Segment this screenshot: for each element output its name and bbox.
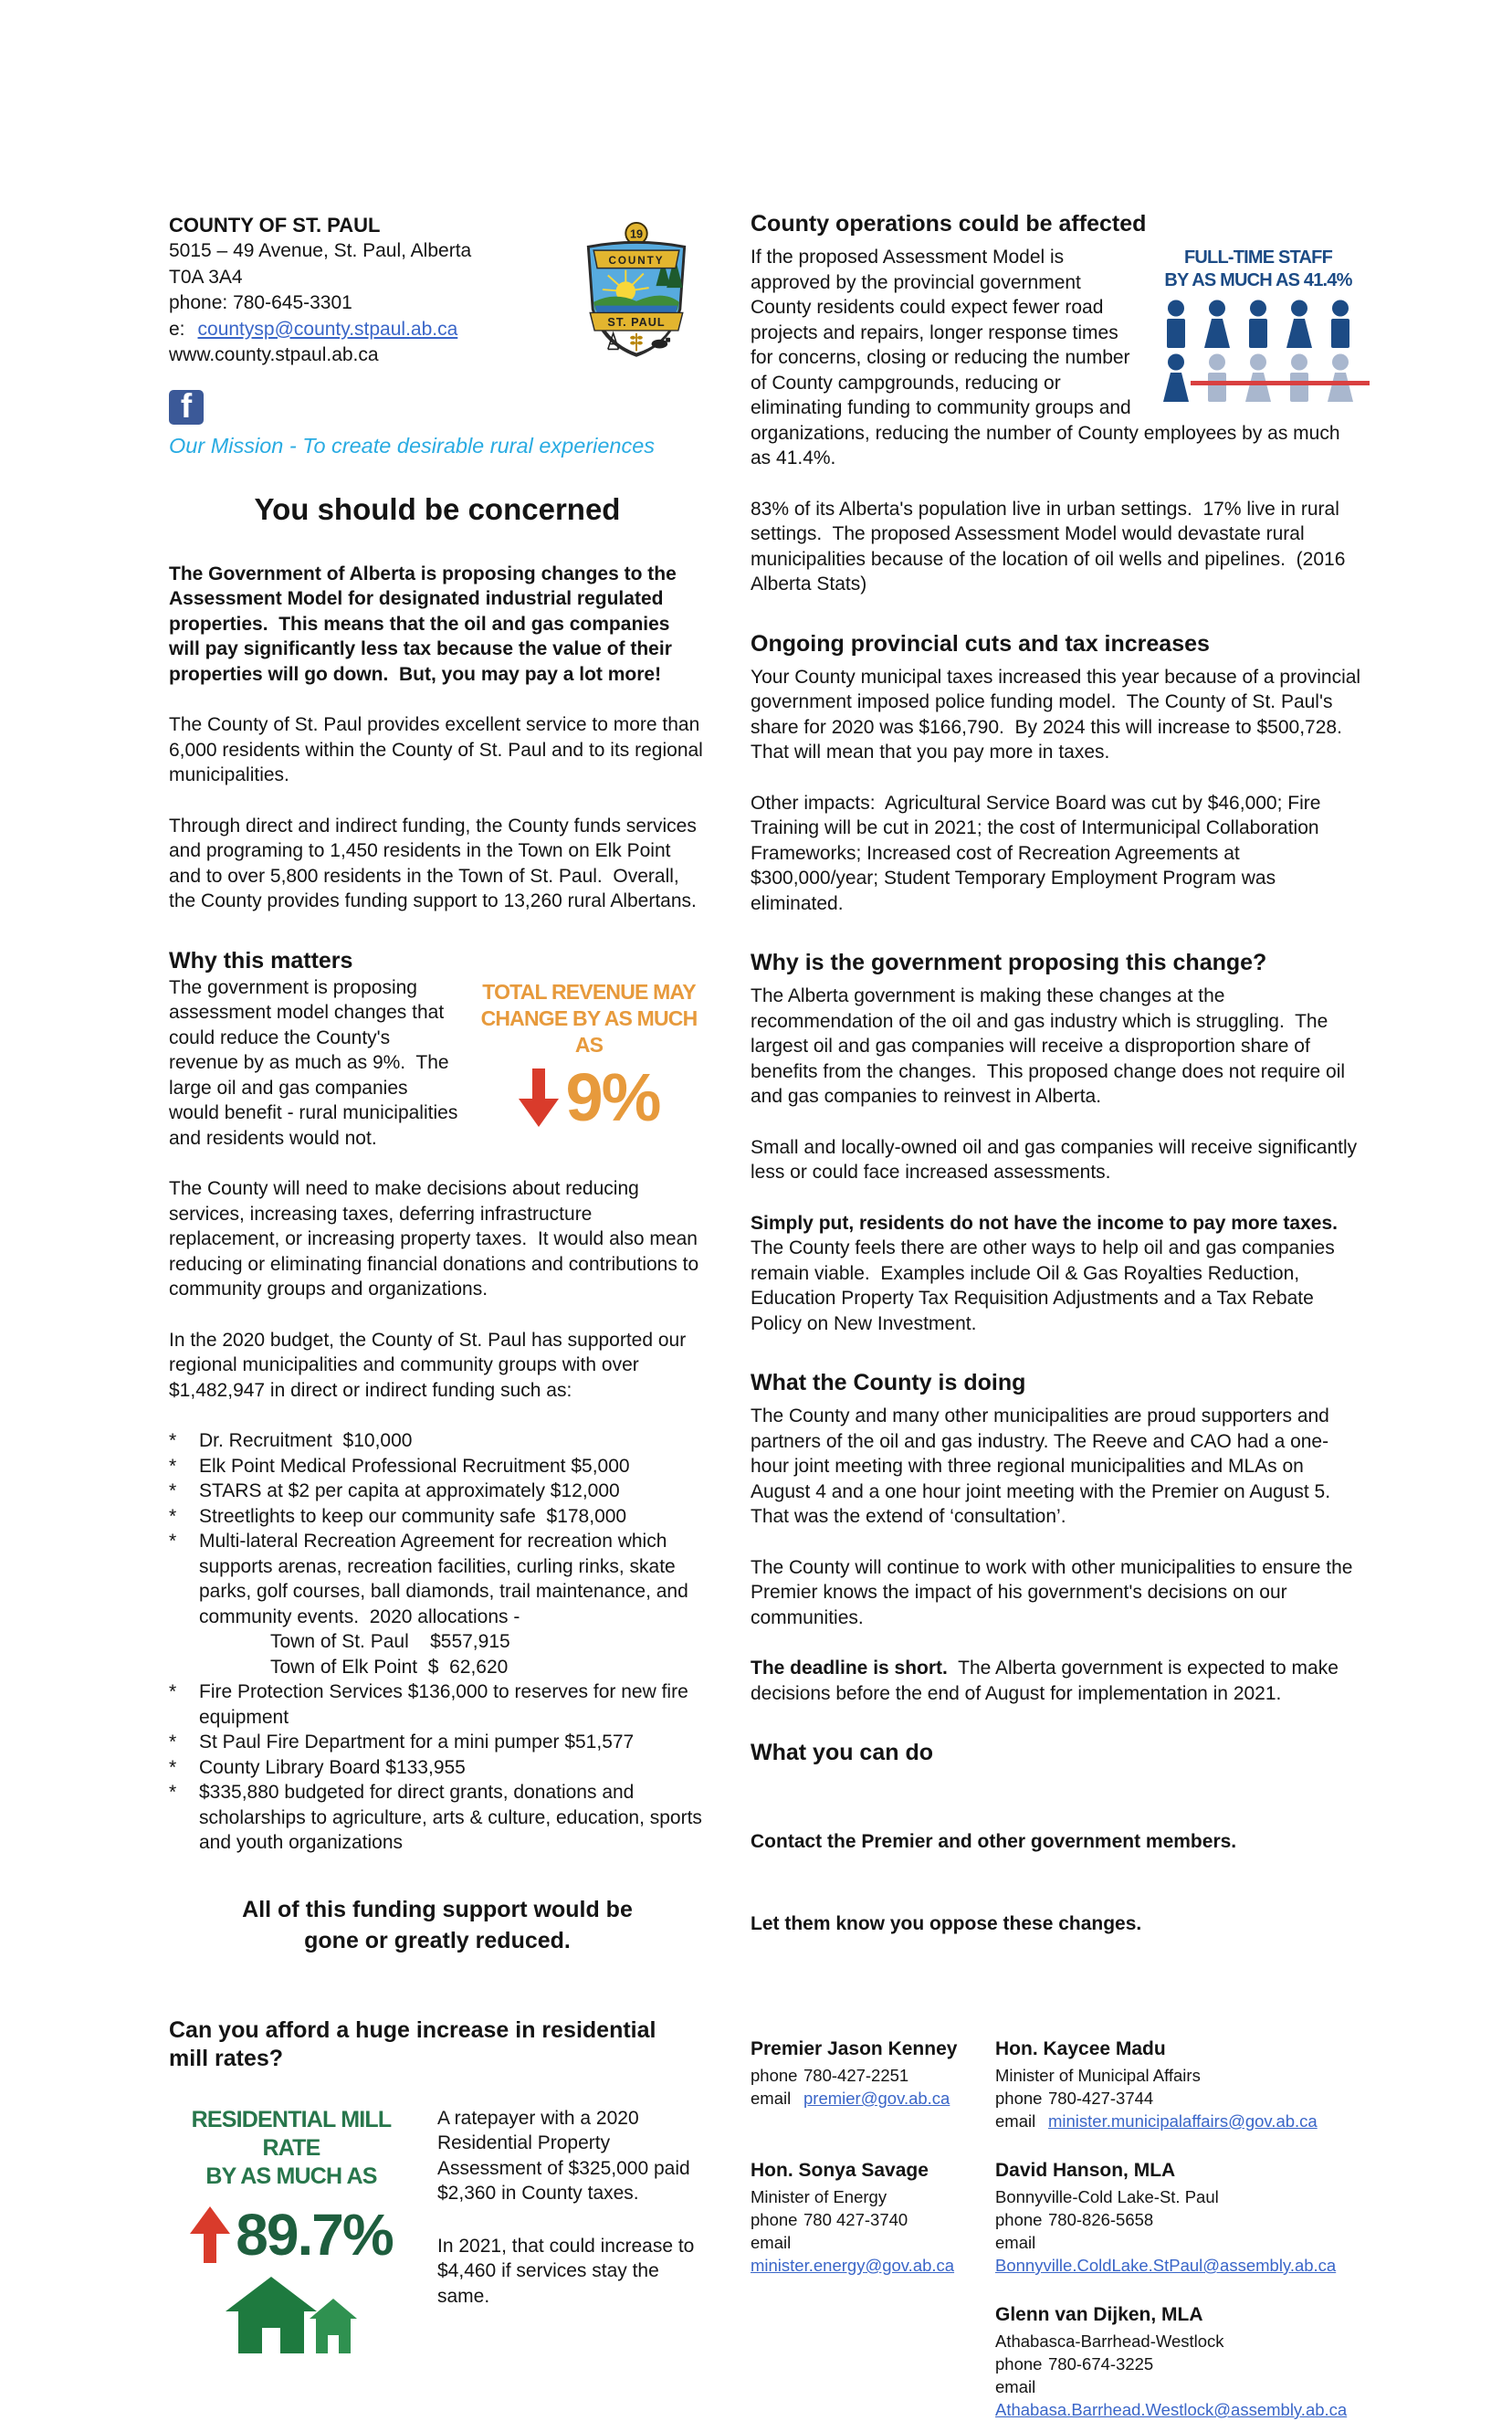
mill-rate-texts [437, 2106, 706, 2360]
funding-item [169, 1529, 706, 1679]
intro-paragraph: The Government of Alberta is proposing changes to the Assessment Model for designated industrial regulated properties. This means that the oil and gas companies will pay significantly less tax because the value of their properties will go down. But, you may pay a lot more! [169, 563, 681, 685]
contact-name: David Hanson, MLA [995, 2160, 1176, 2181]
closing-statement: All of this funding support would be gone or greatly reduced. [242, 1896, 633, 1953]
mill-graphic-line1: RESIDENTIAL MILL RATE [191, 2106, 392, 2161]
revenue-graphic-line2: CHANGE BY AS MUCH AS [480, 1005, 698, 1057]
crest-banner-county: COUNTY [608, 254, 665, 267]
funding-item [169, 1428, 706, 1454]
service-paragraph: The County of St. Paul provides excellent service to more than 6,000 residents within the County of St. Paul and to its regional municipalities. [169, 714, 709, 785]
contact-email-link[interactable]: minister.municipalaffairs@gov.ab.ca [1048, 2111, 1318, 2131]
call-to-action: Contact the Premier and other government members. Let them know you oppose these changes. [751, 1831, 1237, 1934]
funding-item-text: St Paul Fire Department for a mini pumper $51,577 [199, 1732, 635, 1753]
contact-email-link[interactable]: premier@gov.ab.ca [803, 2089, 950, 2108]
county-doing-heading: What the County is doing [751, 1370, 1026, 1395]
staff-graphic [1154, 247, 1362, 402]
budget-paragraph: In the 2020 budget, the County of St. Paul has supported our regional municipalities and community groups with over $1,482,947 in direct or indirect funding such as: [169, 1329, 692, 1401]
what-you-can-do-heading: What you can do [751, 1740, 933, 1765]
person-icon [1283, 300, 1316, 348]
county-doing-paragraph-1: The County and many other municipalities are proud supporters and partners of the oil and gas industry. The Reeve and CAO had a one-hour joint meeting with three regional municipalities and MLAs on August 4 and a one hour joint meeting with the Premier on August 5. That was the extend of ‘consultation’. [751, 1405, 1341, 1527]
funding-item [169, 1780, 706, 1856]
contact-phone: phone 780-674-3225 [995, 2354, 1154, 2374]
county-name: COUNTY OF ST. PAUL [169, 214, 381, 237]
contact-phone: phone 780 427-3740 [751, 2210, 908, 2229]
why-text: The government is proposing assessment model changes that could reduce the County's revenue by as much as 9%. The large oil and gas companies would benefit - rural municipalities and residents would not. [169, 976, 464, 1149]
email-label: e: [169, 318, 185, 340]
contact-title: Minister of Municipal Affairs [995, 2066, 1201, 2085]
decisions-paragraph: The County will need to make decisions about reducing services, increasing taxes, deferring infrastructure replacement, or increasing property taxes. It would also mean reducing or eliminating financial donations and contributions to community groups and organizations. [169, 1178, 705, 1300]
contact-title: Athabasca-Barrhead-Westlock [995, 2332, 1224, 2351]
why-section [169, 975, 706, 1152]
left-column [169, 213, 709, 2360]
website-line: www.county.stpaul.ab.ca [169, 344, 379, 365]
stats-paragraph: 83% of its Alberta's population live in urban settings. 17% live in rural settings. The proposed Assessment Model would devastate rural municipalities because of the location of oil wells and pipelines. (2016 Alberta Stats) [751, 498, 1350, 595]
funding-sub-allocation: Town of Elk Point $ 62,620 [270, 1656, 509, 1678]
funding-item-text: Multi-lateral Recreation Agreement for recreation which supports arenas, recreation facilities, curling rinks, skate parks, golf courses, ball diamonds, trail maintenance, and community events. 2020 allocations - [199, 1531, 694, 1627]
contact-card [751, 2037, 995, 2132]
email-label: email [751, 2233, 792, 2252]
small-companies-paragraph: Small and locally-owned oil and gas companies will receive significantly less or could face increased assessments. [751, 1136, 1362, 1183]
contact-title: Bonnyville-Cold Lake-St. Paul [995, 2187, 1219, 2206]
phone-line: phone: 780-645-3301 [169, 292, 352, 313]
contact-card [751, 2158, 995, 2277]
bullet-marker: * [169, 1756, 177, 1778]
contact-title: Minister of Energy [751, 2187, 887, 2206]
bullet-marker: * [169, 1455, 177, 1477]
funding-item-text: County Library Board $133,955 [199, 1756, 466, 1778]
mill-rate-graphic [169, 2106, 414, 2360]
phone-label: phone [995, 2354, 1043, 2374]
right-column [751, 210, 1366, 2421]
bullet-marker: * [169, 1505, 177, 1527]
bullet-marker: * [169, 1681, 177, 1702]
phone-label: phone [995, 2210, 1043, 2229]
person-icon [1242, 353, 1275, 402]
ratepayer-paragraph: A ratepayer with a 2020 Residential Property Assessment of $325,000 paid $2,360 in County taxes. [437, 2107, 696, 2204]
mill-rate-percent: 89.7% [236, 2201, 393, 2268]
other-impacts-paragraph: Other impacts: Agricultural Service Board was cut by $46,000; Fire Training will be cut in 2021; the cost of Intermunicipal Collaboration Frameworks; Increased cost of Recreation Agreements at $300,000/year; Student Temporary Employment Program was eliminated. [751, 792, 1326, 914]
bullet-marker: * [169, 1732, 177, 1753]
address-line-2: T0A 3A4 [169, 266, 243, 288]
contact-email [995, 2231, 1362, 2277]
revenue-percent: 9% [565, 1058, 660, 1135]
person-icon [1160, 353, 1192, 402]
person-icon [1324, 353, 1357, 402]
staff-row [1154, 353, 1362, 402]
person-icon [1242, 300, 1275, 348]
person-icon [1283, 353, 1316, 402]
funding-list [169, 1428, 706, 1856]
funding-item-text: $335,880 budgeted for direct grants, donations and scholarships to agriculture, arts & culture, education, sports and youth organizations [199, 1782, 708, 1853]
revenue-graphic-line1: TOTAL REVENUE MAY [482, 979, 696, 1004]
funding-item-text: Elk Point Medical Professional Recruitment $5,000 [199, 1455, 630, 1477]
funding-item-text: Fire Protection Services $136,000 to reserves for new fire equipment [199, 1681, 694, 1728]
person-icon [1324, 300, 1357, 348]
phone-label: phone [751, 2210, 798, 2229]
up-arrow-icon [190, 2206, 230, 2263]
mill-graphic-line2: BY AS MUCH AS [205, 2163, 377, 2189]
bullet-marker: * [169, 1531, 177, 1552]
why-gov-heading: Why is the government proposing this change? [751, 950, 1267, 975]
contact-card [995, 2037, 1362, 2132]
facebook-icon[interactable]: f [169, 390, 204, 425]
staff-icon-rows [1154, 300, 1362, 402]
police-funding-paragraph: Your County municipal taxes increased this year because of a provincial government imposed police funding model. The County of St. Paul's share for 2020 was $166,790. By 2024 this will increase to $500,728. That will mean that you pay more in taxes. [751, 666, 1366, 763]
address-line-1: 5015 – 49 Avenue, St. Paul, Alberta [169, 240, 472, 261]
crest-number: 19 [629, 227, 644, 241]
contact-email-link[interactable]: Athabasa.Barrhead.Westlock@assembly.ab.ca [995, 2400, 1348, 2419]
person-icon [1201, 300, 1234, 348]
operations-text: If the proposed Assessment Model is approved by the provincial government County residents could expect fewer road projects and repairs, longer response times for concerns, closing or reducing the number of County campgrounds, reducing or eliminating funding to community groups and organizations, reducing the number of County employees by as much as 41.4%. [751, 247, 1346, 468]
county-email-link[interactable]: countysp@county.stpaul.ab.ca [197, 318, 458, 340]
simply-put-paragraph: Simply put, residents do not have the income to pay more taxes. The County feels there are other ways to help oil and gas companies remain viable. Examples include Oil & Gas Royalties Reduction, Education Property Tax Requisition Adjustments and a Tax Rebate Policy on New Investment. [751, 1212, 1349, 1334]
funding-item-text: Streetlights to keep our community safe $178,000 [199, 1505, 627, 1527]
bullet-marker: * [169, 1430, 177, 1451]
email-label: email [995, 2111, 1036, 2131]
person-icon [1160, 300, 1192, 348]
phone-label: phone [995, 2089, 1043, 2108]
funding-item [169, 1755, 706, 1781]
funding-item [169, 1504, 706, 1530]
operations-heading: County operations could be affected [751, 211, 1147, 237]
bullet-marker: * [169, 1782, 177, 1803]
mill-rate-section [169, 2106, 706, 2360]
mill-rate-heading: Can you afford a huge increase in residential mill rates? [169, 2016, 656, 2071]
contact-email-link[interactable]: minister.energy@gov.ab.ca [751, 2256, 955, 2275]
houses-icon [218, 2271, 364, 2355]
funding-item [169, 1679, 706, 1730]
contact-name: Hon. Sonya Savage [751, 2160, 929, 2181]
county-crest-logo [573, 220, 699, 364]
cuts-heading: Ongoing provincial cuts and tax increases [751, 630, 1210, 657]
contact-email-link[interactable]: Bonnyville.ColdLake.StPaul@assembly.ab.ca [995, 2256, 1337, 2275]
operations-section [751, 245, 1362, 471]
contact-list [751, 2037, 1362, 2421]
funding-item-text: Dr. Recruitment $10,000 [199, 1430, 413, 1451]
email-label: email [751, 2089, 792, 2108]
county-header [169, 213, 706, 377]
contact-phone: phone 780-826-5658 [995, 2210, 1154, 2229]
contact-name: Hon. Kaycee Madu [995, 2038, 1166, 2059]
county-doing-paragraph-2: The County will continue to work with other municipalities to ensure the Premier knows the impact of his government's decisions on our communities. [751, 1556, 1359, 1628]
funding-paragraph: Through direct and indirect funding, the County funds services and programing to 1,450 residents in the Town on Elk Point and to over 5,800 residents in the Town of St. Paul. Overall, the County provides funding support to 13,260 rural Albertans. [169, 815, 702, 911]
why-this-matters-heading: Why this matters [169, 947, 353, 974]
person-icon [1201, 353, 1234, 402]
deadline-paragraph: The deadline is short. The Alberta government is expected to make decisions before the end of August for implementation in 2021. [751, 1658, 1344, 1704]
contact-email [995, 2375, 1362, 2421]
contact-empty-cell [751, 2302, 995, 2421]
down-arrow-icon [519, 1068, 559, 1127]
contact-name: Premier Jason Kenney [751, 2038, 958, 2059]
contact-email [995, 2110, 1362, 2132]
funding-item [169, 1730, 706, 1755]
staff-row [1154, 300, 1362, 348]
contact-name: Glenn van Dijken, MLA [995, 2304, 1203, 2325]
contact-email [751, 2087, 995, 2110]
phone-label: phone [751, 2066, 798, 2085]
contact-phone: phone 780-427-3744 [995, 2089, 1154, 2108]
revenue-graphic [472, 979, 706, 1135]
strike-line [1191, 381, 1370, 385]
crest-banner-stpaul: ST. PAUL [607, 316, 666, 330]
page-title: You should be concerned [254, 491, 621, 526]
funding-sub-allocation: Town of St. Paul $557,915 [270, 1631, 510, 1652]
contact-email [751, 2231, 995, 2277]
email-label: email [995, 2233, 1036, 2252]
funding-item [169, 1454, 706, 1479]
funding-item [169, 1479, 706, 1504]
mission-statement: Our Mission - To create desirable rural experiences [169, 434, 656, 458]
contact-card [995, 2302, 1362, 2421]
bullet-marker: * [169, 1480, 177, 1501]
contact-card [995, 2158, 1362, 2277]
increase-paragraph: In 2021, that could increase to $4,460 if services stay the same. [437, 2235, 700, 2307]
alberta-gov-paragraph: The Alberta government is making these changes at the recommendation of the oil and gas industry which is struggling. The largest oil and gas companies will receive a disproportion share of benefits from the changes. This proposed change does not require oil and gas companies to reinvest in Alberta. [751, 985, 1350, 1107]
funding-item-text: STARS at $2 per capita at approximately $12,000 [199, 1480, 620, 1501]
contact-phone: phone 780-427-2251 [751, 2066, 909, 2085]
staff-graphic-line2: BY AS MUCH AS 41.4% [1164, 270, 1352, 290]
staff-graphic-line1: FULL-TIME STAFF [1183, 247, 1333, 268]
email-label: email [995, 2377, 1036, 2396]
